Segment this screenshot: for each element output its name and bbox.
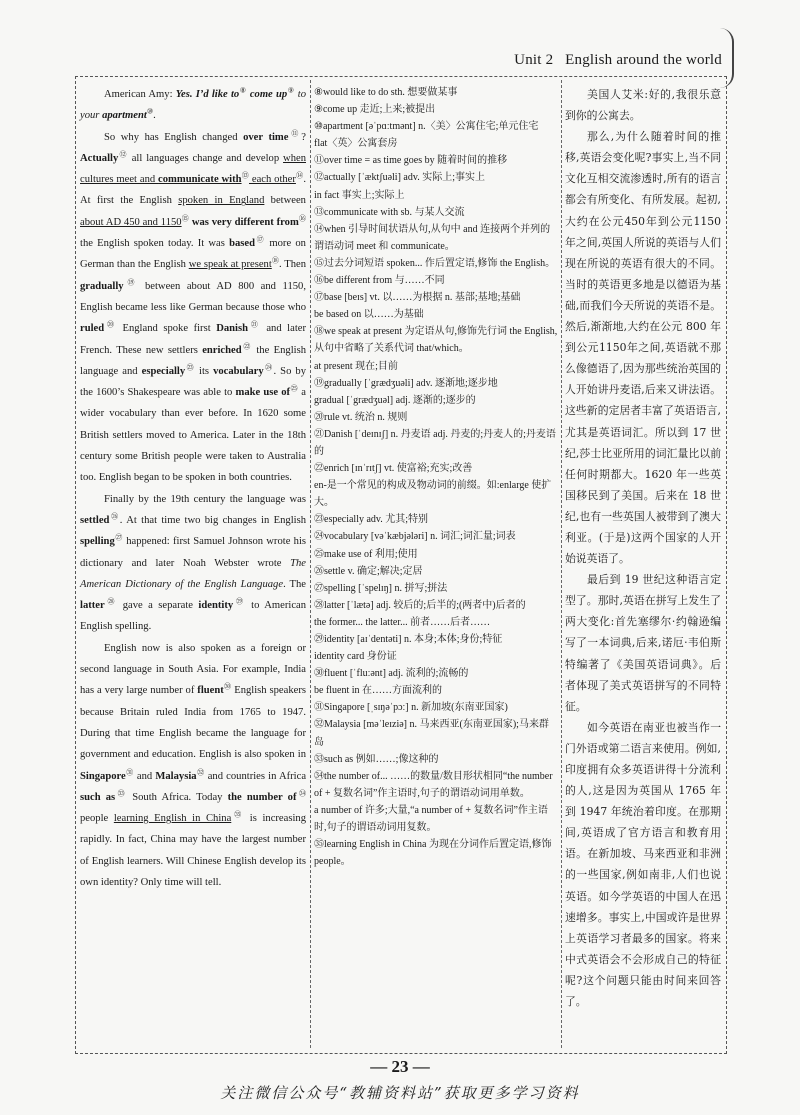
column-divider [310,80,311,1048]
note-item: en-是一个常见的构成及物动词的前缀。如:enlarge 使扩大。 [314,480,552,509]
note-marker: ㉚ [223,682,232,691]
note-item: ⑯be different from 与……不同 [314,275,445,287]
chinese-translation [565,84,721,1012]
passage-text: . The [283,578,306,590]
passage-text: a wider vocabulary than ever before. In 1620 some British settlers moved to America. Later in the 18th century some British people were taken to Australia too. English began to be spoken in both countries. [80,387,307,484]
note-item: flat〈英〉公寓套房 [314,138,398,150]
note-item: ⑮过去分词短语 spoken... 作后置定语,修饰 the English。 [314,257,556,269]
note-item: ⑱we speak at present 为定语从句,修饰先行词 the English,从句中省略了关系代词 that/which。 [314,326,558,355]
passage-text: between [264,195,306,207]
passage-text: communicate with [158,174,242,186]
passage-text: the number of [227,791,297,803]
note-marker: ⑱ [271,256,280,265]
note-marker: ⑬ [241,171,249,180]
note-marker: ⑫ [118,150,128,159]
note-item: ⑲gradually [ˈgrædʒuəli] adv. 逐渐地;逐步地 [314,377,498,389]
note-item: ㉟learning English in China 为现在分词作后置定语,修饰 people。 [314,839,552,868]
passage-text: each other [249,174,296,186]
passage-text: English now is also spoken as a foreign or second language in South Asia. For example, India has a very large number of [80,642,306,697]
note-marker: ㉜ [196,767,205,776]
note-item: ⑩apartment [əˈpɑːtmənt] n.〈美〉公寓住宅;单元住宅 [314,121,539,133]
passage-text: So why has English changed [104,131,244,143]
passage-text: come up [246,89,288,100]
note-item: be based on 以……为基础 [314,309,424,321]
passage-paragraph [80,638,306,894]
page-header [514,52,722,69]
note-marker: ㉘ [104,597,118,606]
note-marker: ⑳ [104,320,117,329]
translation-paragraph: 那么,为什么随着时间的推移,英语会变化呢?事实上,当不同文化互相交流渗透时,所有的语言都会有所变化、有所发展。起初,大约在公元450年到公元1150年之间,英国人所说的英语与人们现在所说的英语有很大的不同。当时的英语更多地是以德语为基础,而我们今天所说的英语不是。然后,渐渐地,大约在公元 800 年到公元1150年之间,英语就不那么像德语了,因为那些统治英国的人开始讲丹麦语,后来又讲法语。这些新的定居者丰富了英语语言,尤其是英语词汇。所以到 17 世纪,莎士比亚所用的词汇量比以前任何时期都大。1620 年一些英国移民到了美国。后来在 18 世纪,也有一些英国人被带到了澳大利亚。(于是)这两个国家的人开始说英语了。 [565,130,721,566]
reading-passage [80,84,306,893]
passage-text: enriched [202,344,242,356]
note-item: ⑰base [beɪs] vt. 以……为根据 n. 基部;基地;基础 [314,292,521,304]
note-marker: ㉛ [125,767,134,776]
note-item: ㉚fluent [ˈfluːənt] adj. 流利的;流畅的 [314,668,469,680]
passage-text: all languages change and develop [127,152,284,164]
note-item: ⑭when 引导时间状语从句,从句中 and 连接两个并列的谓语动词 meet 和 communicate。 [314,223,551,252]
passage-text: ? [301,131,306,143]
passage-text: about AD 450 and 1150 [80,216,182,228]
passage-text: settled [80,514,110,526]
note-marker: ⑨ [287,86,295,95]
passage-text: more on German than the English [80,238,306,271]
note-item: ㉕make use of 利用;使用 [314,548,418,560]
translation-paragraph: 如今英语在南亚也被当作一门外语或第二语言来使用。例如,印度拥有众多英语讲得十分流利的人,这是因为英国从 1765 年到 1947 年统治着印度。在那期间,英语成了官方语言和教育用语。在新加坡、马来西亚和非洲的一些国家,例如南非,人们也说英语。如今学英语的中国人在迅速增多。事实上,中国或许是世界上英语学习者最多的国家。将来中式英语会不会形成自己的特征呢?这个问题只能由时间来回答了。 [565,720,721,1009]
passage-text: Danish [216,323,248,335]
note-marker: ㉙ [233,597,246,606]
note-item: in fact 事实上;实际上 [314,189,405,201]
passage-text: to your [80,89,307,122]
passage-text: ruled [80,323,105,335]
passage-text: . At first the English [80,174,307,207]
passage-text: gradually [80,280,124,292]
page-number: — 23 — [370,1057,430,1076]
passage-text: Actually [80,152,119,164]
note-marker: ㉝ [115,789,128,798]
passage-text: the English spoken today. It was [80,238,230,250]
passage-text: its [194,365,214,377]
translation-paragraph: 最后到 19 世纪这种语言定型了。那时,英语在拼写上发生了两大变化:首先塞缪尔·约翰逊编写了一本词典,后来,诺厄·韦伯斯特编著了《美国英语词典》。后者体现了美式英语拼写的不同特征。 [565,573,721,713]
passage-text: make use of [235,387,291,399]
note-marker: ㉒ [241,342,253,351]
note-item: identity card 身份证 [314,651,397,663]
note-item: ㉛Singapore [ˌsɪŋəˈpɔː] n. 新加坡(东南亚国家) [314,702,508,714]
note-item: a number of 许多;大量,“a number of + 复数名词”作主语时,句子的谓语动词用复数。 [314,804,548,834]
note-marker: ㉞ [296,789,306,798]
passage-text: . Then [279,259,307,271]
note-marker: ㉕ [290,384,299,393]
passage-text: South Africa. Today [127,791,228,803]
passage-text: spoken in England [178,195,265,207]
note-marker: ⑲ [123,278,139,287]
passage-paragraph [80,84,306,127]
passage-text: gave a separate [117,600,199,612]
passage-text: Yes. I’d like to [175,89,240,100]
note-item: ㉝such as 例如……;像这种的 [314,753,439,765]
note-item: ㉗spelling [ˈspelɪŋ] n. 拼写;拼法 [314,582,448,594]
passage-text: we speak at present [188,259,272,271]
note-marker: ⑰ [255,235,266,244]
vocabulary-notes [314,84,558,870]
passage-text: Singapore [80,770,126,782]
passage-text: American Amy: [104,89,176,100]
note-item: ㉑Danish [ˈdeɪnɪʃ] n. 丹麦语 adj. 丹麦的;丹麦人的;丹麦语的 [314,428,556,457]
passage-text: happened: first Samuel Johnson wrote his dictionary and later Noah Webster wrote [80,536,307,569]
note-item: ⑳rule vt. 统治 n. 规则 [314,411,408,423]
note-marker: ㉔ [263,363,274,372]
passage-text: spelling [80,536,115,548]
note-item: ㉙identity [aɪˈdentəti] n. 本身;本体;身份;特征 [314,634,503,645]
note-item: ㉓especially adv. 尤其;特别 [314,514,429,526]
note-item: the former... the latter... 前者……后者…… [314,616,491,628]
passage-text: English speakers because Britain ruled India from 1765 to 1947. During that time English became the language for government and education. English is also spoken in [80,685,306,761]
passage-text: . [153,110,156,122]
passage-text: based [229,238,256,250]
note-item: be fluent in 在……方面流利的 [314,685,443,697]
note-item: at present 现在;目前 [314,360,398,372]
note-item: ⑬communicate with sb. 与某人交流 [314,206,465,218]
note-item: ⑨come up 走近;上来;被提出 [314,104,436,116]
note-marker: ㉓ [185,363,195,372]
note-item: ㉒enrich [ɪnˈrɪtʃ] vt. 使富裕;充实;改善 [314,463,473,475]
passage-text: vocabulary [213,365,264,377]
note-marker: ㉖ [109,512,120,521]
passage-text: fluent [197,685,224,697]
note-marker: ⑭ [295,171,304,180]
note-item: ㉔vocabulary [vəˈkæbjələri] n. 词汇;词汇量;词表 [314,531,516,543]
passage-text: apartment [102,110,147,122]
passage-text: England spoke first [116,323,217,335]
passage-paragraph [80,127,306,489]
passage-text: when cultures meet and [80,152,306,186]
note-item: ⑧would like to do sth. 想要做某事 [314,87,458,98]
passage-text: identity [198,600,234,612]
note-item: gradual [ˈgrædʒuəl] adj. 逐渐的;逐步的 [314,394,476,406]
note-item: ㉜Malaysia [məˈleɪziə] n. 马来西亚(东南亚国家);马来群岛 [314,719,549,748]
note-marker: ⑪ [288,129,302,138]
passage-text: and [133,770,156,782]
note-marker: ㉗ [114,533,123,542]
passage-text: people [80,813,114,825]
note-marker: ⑧ [239,86,247,95]
note-item: ㉘latter [ˈlætə] adj. 较后的;后半的;(两者中)后者的 [314,599,526,611]
passage-text: and later French. These new settlers [80,323,306,356]
footer-note: 关注微信公众号“教辅资料站”获取更多学习资料 [220,1084,580,1102]
passage-text: especially [141,365,186,377]
passage-text: . At that time two big changes in English [119,514,307,526]
note-marker: ⑩ [146,107,154,116]
passage-text: the English language and [80,344,307,377]
passage-text: . So by the 1600’s Shakespeare was able to [80,365,306,399]
unit-title: English around the world [565,52,722,68]
passage-text: was very different from [191,216,299,228]
note-marker: ㉑ [248,320,261,329]
note-marker: ⑮ [181,214,189,223]
passage-text: between about AD 800 and 1150, English became less like German because those who [80,280,306,313]
passage-text: is increasing rapidly. In fact, China may have the largest number of English learners. Will Chinese English develop its own identity? Only time will tell. [80,813,306,888]
column-divider [561,80,562,1048]
passage-paragraph [80,489,306,638]
note-marker: ⑯ [298,214,307,223]
unit-label: Unit 2 [514,52,554,68]
passage-text: to American English spelling. [80,600,307,633]
note-item: ⑪over time = as time goes by 随着时间的推移 [314,155,508,167]
passage-text: over time [243,131,289,143]
translation-paragraph: 美国人艾米:好的,我很乐意到你的公寓去。 [565,88,721,123]
note-item: ⑫actually [ˈæktʃuəli] adv. 实际上;事实上 [314,172,485,184]
passage-text: such as [80,791,116,803]
passage-text: and countries in Africa [204,770,307,782]
passage-text: learning English in China [113,813,232,825]
passage-text: Malaysia [155,770,197,782]
passage-text: The American Dictionary of the English Language [80,557,306,590]
note-item: ㉖settle v. 确定;解决;定居 [314,565,423,577]
note-marker: ㉟ [231,810,245,819]
note-item: ㉞the number of... ……的数量/数目形状相同“the number of + 复数名词”作主语时,句子的谓语动词用单数。 [314,770,553,799]
passage-text: Finally by the 19th century the language was [104,493,306,505]
passage-text: latter [80,600,105,612]
